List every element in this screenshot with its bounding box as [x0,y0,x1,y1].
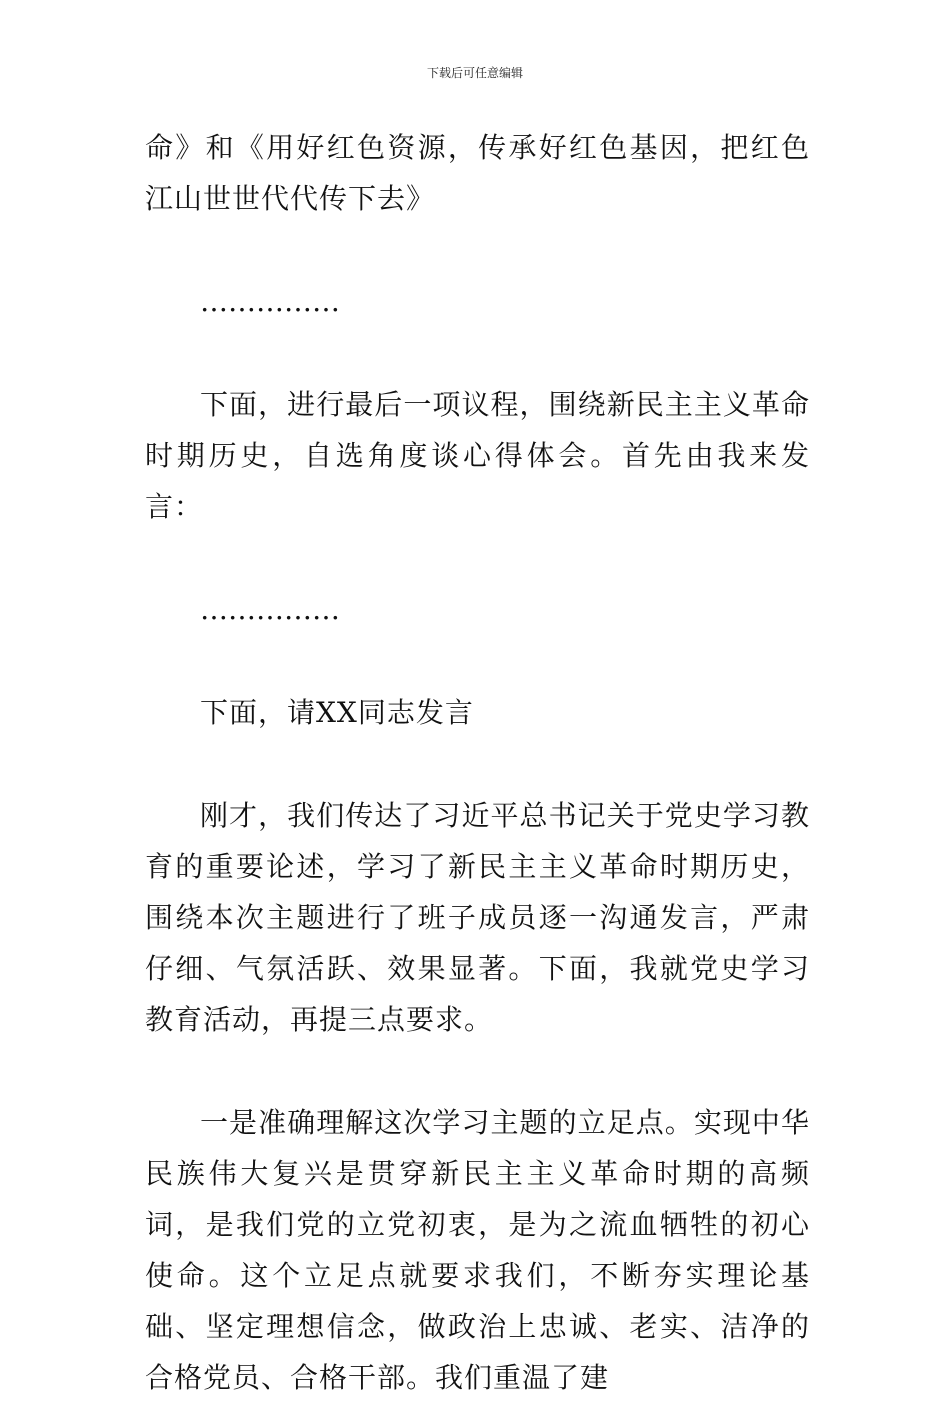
ellipsis-line: …………… [200,285,340,318]
paragraph-requirement-one: 一是准确理解这次学习主题的立足点。实现中华民族伟大复兴是贯穿新民主主义革命时期的高频词，是我们党的立党初衷，是为之流血牺牲的初心使命。这个立足点就要求我们，不断夯实理论基础、坚定理想信念，做政治上忠诚、老实、洁净的合格党员、合格干部。我们重温了建 [145,1106,810,1394]
document-body [145,122,810,1403]
paragraph-agenda: 下面，进行最后一项议程，围绕新民主主义革命时期历史，自选角度谈心得体会。首先由我来发言： [145,388,810,523]
paragraph-continuation: 命》和《用好红色资源，传承好红色基因，把红色江山世世代代传下去》 [145,131,810,215]
paragraph-summary: 刚才，我们传达了习近平总书记关于党史学习教育的重要论述，学习了新民主主义革命时期历史，围绕本次主题进行了班子成员逐一沟通发言，严肃仔细、气氛活跃、效果显著。下面，我就党史学习教育活动，再提三点要求。 [145,799,810,1036]
ellipsis-line: …………… [200,593,340,626]
page-header: 下载后可任意编辑 [426,66,523,80]
paragraph-invite-speaker: 下面，请XX同志发言 [200,696,474,729]
